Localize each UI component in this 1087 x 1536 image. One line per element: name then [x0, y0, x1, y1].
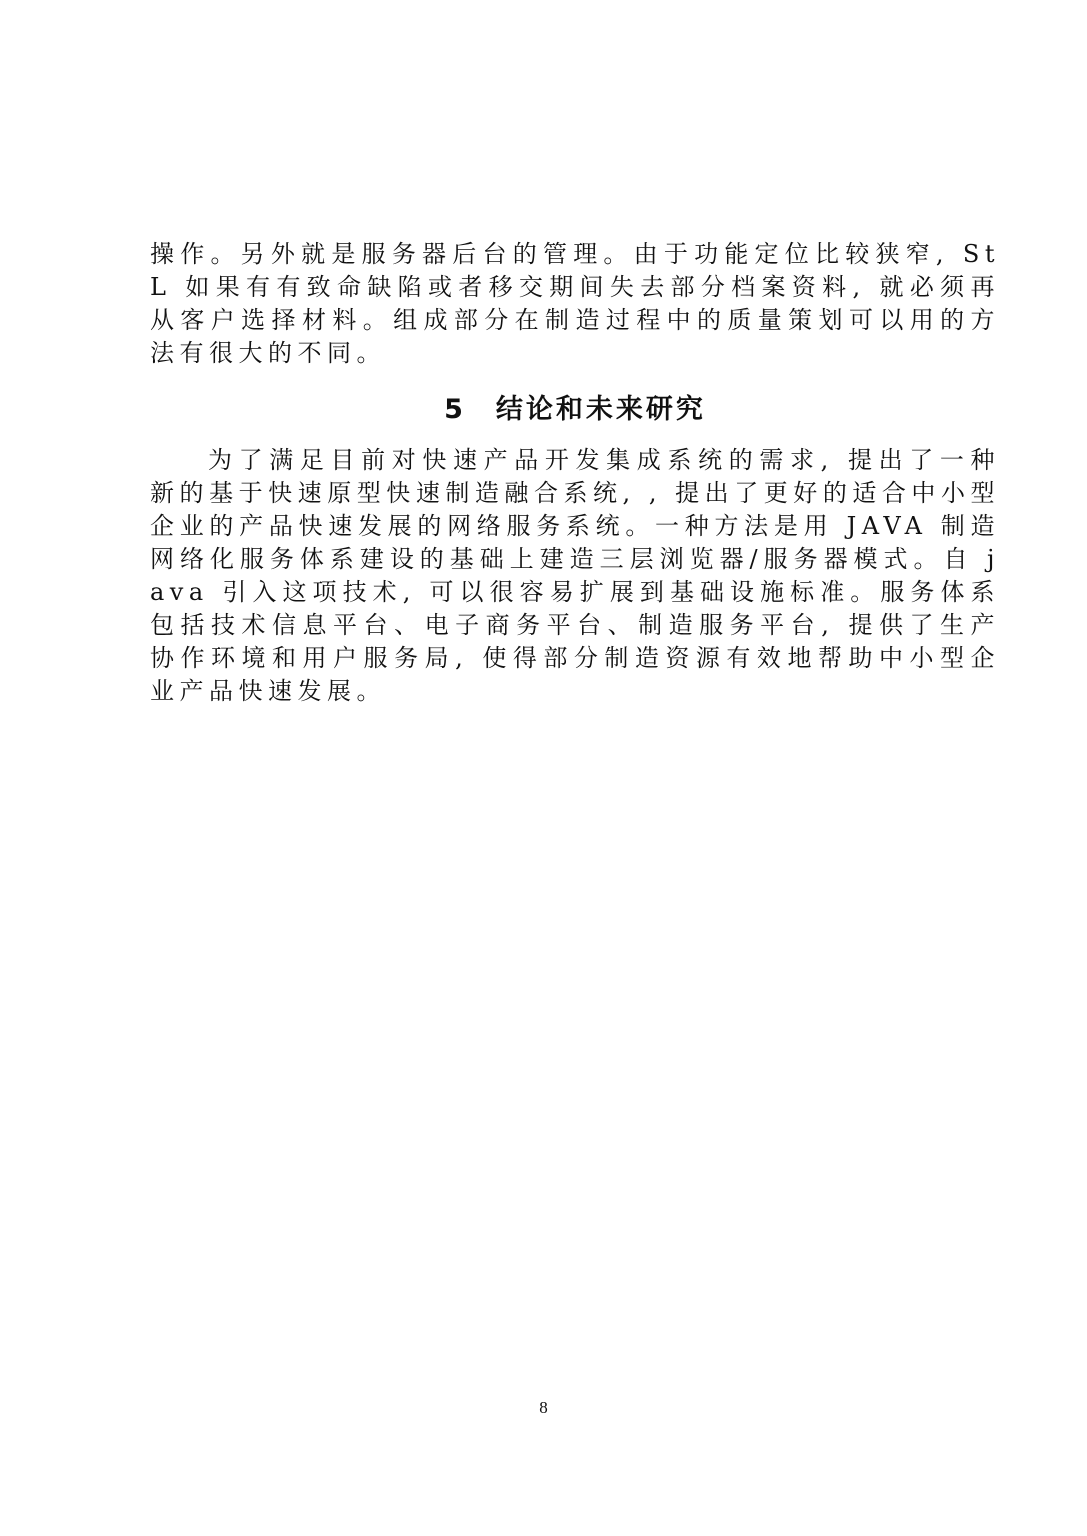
section-heading [150, 390, 1000, 430]
body-paragraph-continued: 操作。另外就是服务器后台的管理。由于功能定位比较狭窄, StL 如果有有致命缺陷或者移交期间失去部分档案资料, 就必须再从客户选择材料。组成部分在制造过程中的质量策划可以用的方法有很大的不同。 [150, 240, 1000, 367]
conclusion-paragraph: 为了满足目前对快速产品开发集成系统的需求, 提出了一种新的基于快速原型快速制造融合系统, , 提出了更好的适合中小型企业的产品快速发展的网络服务系统。一种方法是用 JAVA 制造网络化服务体系建设的基础上建造三层浏览器/服务器模式。自 java 引入这项技术, 可以很容易扩展到基础设施标准。服务体系包括技术信息平台、电子商务平台、制造服务平台, 提供了生产协作环境和用户服务局, 使得部分制造资源有效地帮助中小型企业产品快速发展。 [150, 446, 1000, 705]
page-number: 8 [539, 1398, 548, 1417]
section-number: 5 [444, 394, 466, 425]
section-title: 结论和未来研究 [495, 394, 706, 425]
